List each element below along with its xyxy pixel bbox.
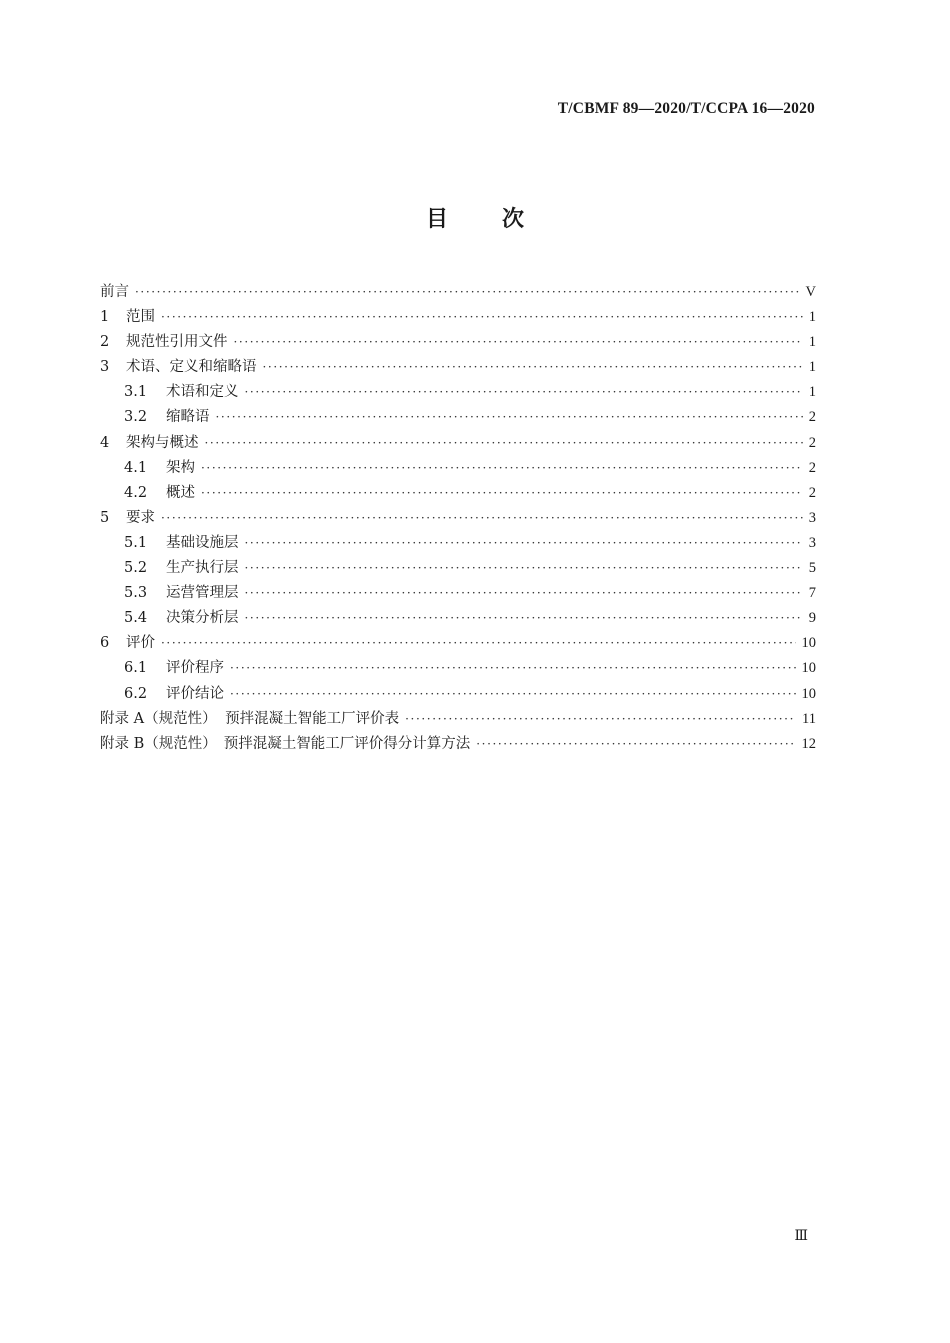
toc-entry-label: 前言	[100, 284, 129, 300]
toc-entry-page: 1	[808, 384, 816, 401]
page-number: Ⅲ	[794, 1229, 808, 1244]
appendix-label: 预拌混凝土智能工厂评价表	[225, 710, 400, 727]
toc-subentry[interactable]	[100, 581, 816, 606]
page-title: 目次	[425, 207, 578, 232]
toc-entry-page: 10	[801, 660, 816, 677]
toc-subentry[interactable]	[100, 556, 816, 581]
toc-entry-label: 缩略语	[166, 409, 210, 426]
toc-leader-dots	[161, 511, 803, 525]
toc-entry-page: 1	[808, 309, 816, 326]
toc-entry-page: 12	[801, 735, 816, 752]
toc-subentry[interactable]	[100, 656, 816, 681]
toc-entry-label: 术语和定义	[166, 384, 239, 401]
toc-entry-label: 规范性引用文件	[126, 334, 228, 351]
toc-entry-number: 5.2	[124, 560, 148, 577]
toc-subentry[interactable]	[100, 380, 816, 405]
toc-entry-number: 3.2	[124, 409, 148, 426]
toc-entry[interactable]	[100, 631, 816, 656]
toc-entry[interactable]	[100, 280, 816, 305]
toc-entry[interactable]	[100, 330, 816, 355]
toc-entry-label: 评价程序	[166, 660, 224, 677]
toc-leader-dots	[201, 461, 803, 475]
toc-entry-label: 术语、定义和缩略语	[126, 359, 257, 376]
toc-leader-dots	[135, 285, 800, 299]
toc-entry-page: 10	[801, 685, 816, 702]
toc-entry-number: 3	[100, 359, 110, 376]
toc-subentry[interactable]	[100, 606, 816, 631]
toc-leader-dots	[205, 436, 803, 450]
toc-leader-dots	[245, 536, 803, 550]
toc-leader-dots	[161, 310, 803, 324]
table-of-contents	[100, 280, 816, 757]
toc-subentry[interactable]	[100, 682, 816, 707]
toc-leader-dots	[201, 486, 803, 500]
toc-entry-page: V	[805, 284, 816, 300]
toc-leader-dots	[234, 335, 803, 349]
toc-entry-label: 要求	[126, 509, 155, 526]
toc-entry-page: 2	[808, 484, 816, 501]
toc-entry-number: 5.3	[124, 585, 148, 602]
toc-entry[interactable]	[100, 355, 816, 380]
toc-entry-label: 运营管理层	[166, 585, 239, 602]
toc-entry-number: 6.1	[124, 660, 148, 677]
toc-leader-dots	[245, 385, 803, 399]
toc-leader-dots	[476, 737, 795, 751]
toc-leader-dots	[230, 661, 796, 675]
toc-leader-dots	[263, 360, 803, 374]
toc-entry-label: 架构与概述	[126, 434, 199, 451]
toc-entry-number: 5.1	[124, 534, 148, 551]
toc-entry-page: 7	[808, 585, 816, 602]
toc-entry-label: 评价结论	[166, 685, 224, 702]
toc-entry-number: 5	[100, 509, 110, 526]
toc-appendix-entry[interactable]	[100, 707, 816, 732]
toc-leader-dots	[245, 561, 803, 575]
toc-entry-label: 决策分析层	[166, 610, 239, 627]
toc-entry-number: 4.2	[124, 484, 148, 501]
document-code: T/CBMF 89—2020/T/CCPA 16—2020	[557, 100, 815, 117]
toc-entry-page: 1	[808, 359, 816, 376]
toc-entry-number: 2	[100, 334, 110, 351]
toc-entry-number: 5.4	[124, 610, 148, 627]
toc-subentry[interactable]	[100, 456, 816, 481]
toc-leader-dots	[405, 712, 796, 726]
toc-subentry[interactable]	[100, 405, 816, 430]
toc-entry[interactable]	[100, 431, 816, 456]
toc-leader-dots	[230, 687, 796, 701]
toc-entry-page: 2	[808, 459, 816, 476]
toc-entry-label: 基础设施层	[166, 534, 239, 551]
toc-entry-page: 2	[808, 434, 816, 451]
toc-entry-page: 11	[802, 710, 816, 727]
toc-entry-label: 概述	[166, 484, 195, 501]
toc-leader-dots	[161, 636, 796, 650]
toc-entry-label: 架构	[166, 459, 195, 476]
toc-entry[interactable]	[100, 305, 816, 330]
toc-entry-number: 3.1	[124, 384, 148, 401]
toc-entry-page: 10	[801, 635, 816, 652]
toc-appendix-entry[interactable]	[100, 732, 816, 757]
toc-entry-page: 1	[808, 334, 816, 351]
toc-entry-label: 生产执行层	[166, 560, 239, 577]
toc-leader-dots	[245, 586, 803, 600]
toc-entry-page: 5	[808, 560, 816, 577]
toc-entry-label: 范围	[126, 309, 155, 326]
toc-subentry[interactable]	[100, 531, 816, 556]
toc-entry-page: 2	[808, 409, 816, 426]
toc-entry-number: 4.1	[124, 459, 148, 476]
toc-entry-page: 3	[808, 534, 816, 551]
appendix-prefix: 附录 B（规范性）	[100, 735, 217, 752]
toc-subentry[interactable]	[100, 481, 816, 506]
toc-entry-label: 评价	[126, 635, 155, 652]
appendix-prefix: 附录 A（规范性）	[100, 710, 217, 727]
toc-entry-number: 1	[100, 309, 110, 326]
toc-leader-dots	[216, 410, 803, 424]
toc-entry-number: 6	[100, 635, 110, 652]
appendix-label: 预拌混凝土智能工厂评价得分计算方法	[223, 735, 471, 752]
toc-entry-number: 4	[100, 434, 110, 451]
toc-entry-page: 9	[808, 610, 816, 627]
toc-entry-number: 6.2	[124, 685, 148, 702]
toc-entry-page: 3	[808, 509, 816, 526]
toc-leader-dots	[245, 611, 803, 625]
toc-entry[interactable]	[100, 506, 816, 531]
